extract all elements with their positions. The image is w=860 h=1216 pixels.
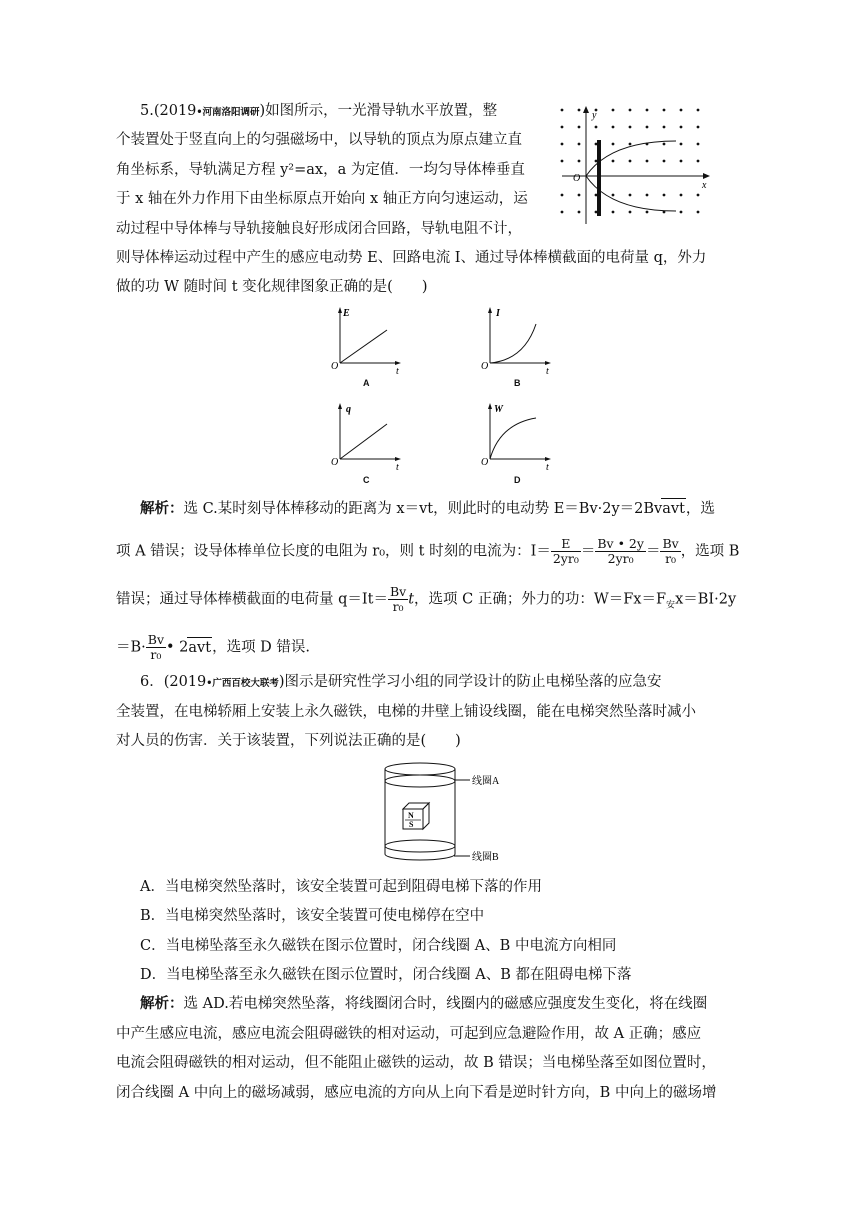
field-dot: [578, 160, 581, 163]
field-dot: [612, 160, 615, 163]
magnetic-field-dots: [561, 109, 700, 214]
field-dot: [629, 109, 632, 112]
field-dot: [646, 109, 649, 112]
svg-text:N: N: [408, 811, 414, 820]
field-dot: [646, 194, 649, 197]
a5-line-3: 错误；通过导体棒横截面的电荷量 q＝It＝ $\frac{Bv}{\text{r₀}}$ t，选项 C 正确；外力的功：$W=Fx=F_安x=BI\cdot 2y$: [116, 584, 737, 614]
field-dot: [680, 126, 683, 129]
graph-c-curve: [340, 424, 387, 459]
svg-text:I: I: [496, 308, 500, 319]
field-dot: [578, 109, 581, 112]
field-dot: [629, 211, 632, 214]
q5-line-7: 做的功 W 随时间 t 变化规律图象正确的是( ): [116, 279, 428, 295]
svg-text:O: O: [481, 457, 489, 468]
svg-text:t: t: [546, 366, 549, 377]
field-dot: [629, 126, 632, 129]
a6-line-4: 闭合线圈 A 中向上的磁场减弱，感应电流的方向从上向下看是逆时针方向，B 中向上的磁场增: [116, 1085, 717, 1101]
field-dot: [561, 126, 564, 129]
graph-c: [330, 402, 410, 472]
frac-bv-over-r0: $\frac{Bv}{\text{r₀}}$: [662, 536, 679, 566]
q5-line-2: 个装置处于竖直向上的匀强磁场中，以导轨的顶点为原点建立直: [116, 132, 522, 148]
svg-text:t: t: [396, 366, 399, 377]
field-dot: [680, 109, 683, 112]
field-dot: [697, 143, 700, 146]
frac-bv-over-r0-w: $\frac{Bv}{\text{r₀}}$: [147, 632, 165, 662]
field-dot: [697, 126, 700, 129]
field-dot: [697, 109, 700, 112]
svg-text:E: E: [343, 308, 350, 319]
q6-line-1: 6．(2019•广西百校大联考)图示是研究性学习小组的同学设计的防止电梯坠落的应急安: [140, 674, 662, 690]
a5-line-1: 解析：选 C.某时刻导体棒移动的距离为 x＝vt，则此时的电动势 E＝Bv·2y＝2Bvavt，选: [140, 500, 715, 517]
q5-line-5: 动过程中导体棒与导轨接触良好形成闭合回路，导轨电阻不计，: [116, 221, 522, 237]
field-dot: [595, 126, 598, 129]
field-dot: [578, 211, 581, 214]
svg-text:S: S: [409, 820, 414, 829]
graph-a: [330, 306, 410, 376]
field-dot: [578, 143, 581, 146]
svg-text:O: O: [331, 361, 339, 372]
field-dot: [697, 194, 700, 197]
field-dot: [629, 160, 632, 163]
a5-line-4: ＝B· $\frac{Bv}{\text{r₀}}$ • 2avt，选项 D 错误.: [116, 632, 311, 662]
q5-line-1: 5.(2019•河南洛阳调研)如图所示，一光滑导轨水平放置，整: [140, 103, 498, 119]
field-dot: [612, 194, 615, 197]
q6-option-c: C．当电梯坠落至永久磁铁在图示位置时，闭合线圈 A、B 中电流方向相同: [140, 938, 617, 954]
field-dot: [680, 194, 683, 197]
field-dot: [646, 126, 649, 129]
field-dot: [646, 211, 649, 214]
field-dot: [595, 143, 598, 146]
field-dot: [561, 143, 564, 146]
q6-line-2: 全装置，在电梯轿厢上安装上永久磁铁，电梯的井壁上铺设线圈，能在电梯突然坠落时减小: [116, 704, 696, 720]
field-dot: [663, 194, 666, 197]
field-dot: [612, 109, 615, 112]
field-dot: [561, 211, 564, 214]
graph-a-curve: [340, 330, 387, 363]
a6-line-2: 中产生感应电流，感应电流会阻碍磁铁的相对运动，可起到应急避险作用，故 A 正确；感应: [116, 1026, 702, 1042]
field-dot: [680, 160, 683, 163]
field-dot: [595, 194, 598, 197]
svg-text:q: q: [346, 404, 351, 415]
field-dot: [561, 160, 564, 163]
q6-line-3: 对人员的伤害．关于该装置，下列说法正确的是( ): [116, 733, 461, 749]
field-dot: [663, 126, 666, 129]
q5-line-3: 角坐标系，导轨满足方程 y²=ax，a 为定值．一均匀导体棒垂直: [116, 162, 525, 178]
q6-number: 6．(2019: [140, 674, 207, 690]
field-dot: [578, 126, 581, 129]
svg-text:t: t: [546, 462, 549, 473]
cylinder-bottom: [385, 854, 455, 860]
q5-number: 5.(2019: [140, 103, 197, 119]
field-dot: [561, 109, 564, 112]
cylinder-top: [385, 763, 455, 775]
field-dot: [663, 160, 666, 163]
frac-bv2y-over-2yr0: $\frac{Bv • 2y}{\text{2yr₀}}$: [597, 536, 644, 566]
graph-c-caption: C: [363, 475, 370, 485]
field-dot: [595, 160, 598, 163]
field-dot: [612, 211, 615, 214]
frac-bv-over-r0-t: $\frac{Bv}{\text{r₀}}$: [389, 584, 407, 614]
field-dot: [595, 211, 598, 214]
elevator-coil-figure: [378, 760, 528, 870]
field-dot: [561, 194, 564, 197]
field-dot: [680, 143, 683, 146]
field-dot: [697, 211, 700, 214]
field-dot: [663, 143, 666, 146]
field-dot: [629, 194, 632, 197]
field-dot: [697, 160, 700, 163]
field-dot: [646, 160, 649, 163]
field-dot: [612, 126, 615, 129]
graph-d-caption: D: [514, 475, 521, 485]
graph-b-caption: B: [514, 378, 521, 388]
field-dot: [629, 143, 632, 146]
field-dot: [612, 143, 615, 146]
fig-origin-label: O: [573, 173, 581, 184]
fig-y-label: y: [592, 110, 597, 121]
permanent-magnet: [403, 803, 429, 829]
svg-text:W: W: [494, 404, 503, 415]
svg-text:O: O: [331, 457, 339, 468]
q6-option-b: B．当电梯突然坠落时，该安全装置可使电梯停在空中: [140, 908, 485, 924]
a6-line-3: 电流会阻碍磁铁的相对运动，但不能阻止磁铁的运动，故 B 错误；当电梯坠落至如图位置时，: [116, 1055, 716, 1071]
graph-a-caption: A: [363, 378, 370, 388]
a5-line-2: 项 A 错误；设导体棒单位长度的电阻为 r₀，则 t 时刻的电流为：I＝ $\frac{E}{\text{2yr₀}}$ ＝ $\frac{Bv • 2y}{\text{2yr₀}}$ ＝ $\frac{Bv}{\text{r₀}}$ ，选项 B: [116, 536, 740, 566]
graph-d: [480, 402, 560, 472]
coil-b: [385, 840, 455, 852]
q5-line-4: 于 x 轴在外力作用下由坐标原点开始向 x 轴正方向匀速运动，运: [116, 191, 528, 207]
rail-field-figure: [556, 104, 716, 234]
coil-a: [385, 775, 455, 787]
graph-b-curve: [490, 324, 536, 363]
a6-line-1: 解析：选 AD.若电梯突然坠落，将线圈闭合时，线圈内的磁感应强度发生变化，将在线圈: [140, 995, 708, 1012]
svg-text:t: t: [396, 462, 399, 473]
q6-option-a: A．当电梯突然坠落时，该安全装置可起到阻碍电梯下落的作用: [140, 879, 542, 895]
field-dot: [578, 194, 581, 197]
q5-line-6: 则导体棒运动过程中产生的感应电动势 E、回路电流 I、通过导体棒横截面的电荷量 q，外力: [116, 250, 707, 266]
q6-source: •广西百校大联考: [206, 678, 279, 689]
graph-b: [480, 306, 560, 376]
fig-x-label: x: [702, 180, 707, 191]
svg-text:O: O: [481, 361, 489, 372]
coil-a-label: 线圈A: [472, 776, 500, 787]
graph-d-curve: [490, 418, 536, 459]
frac-e-over-2yr0: $\frac{E}{\text{2yr₀}}$: [552, 536, 579, 566]
coil-b-label: 线圈B: [472, 852, 499, 863]
field-dot: [663, 109, 666, 112]
q5-source: •河南洛阳调研: [196, 107, 260, 118]
q6-option-d: D．当电梯坠落至永久磁铁在图示位置时，闭合线圈 A、B 都在阻碍电梯下落: [140, 967, 632, 983]
field-dot: [680, 211, 683, 214]
